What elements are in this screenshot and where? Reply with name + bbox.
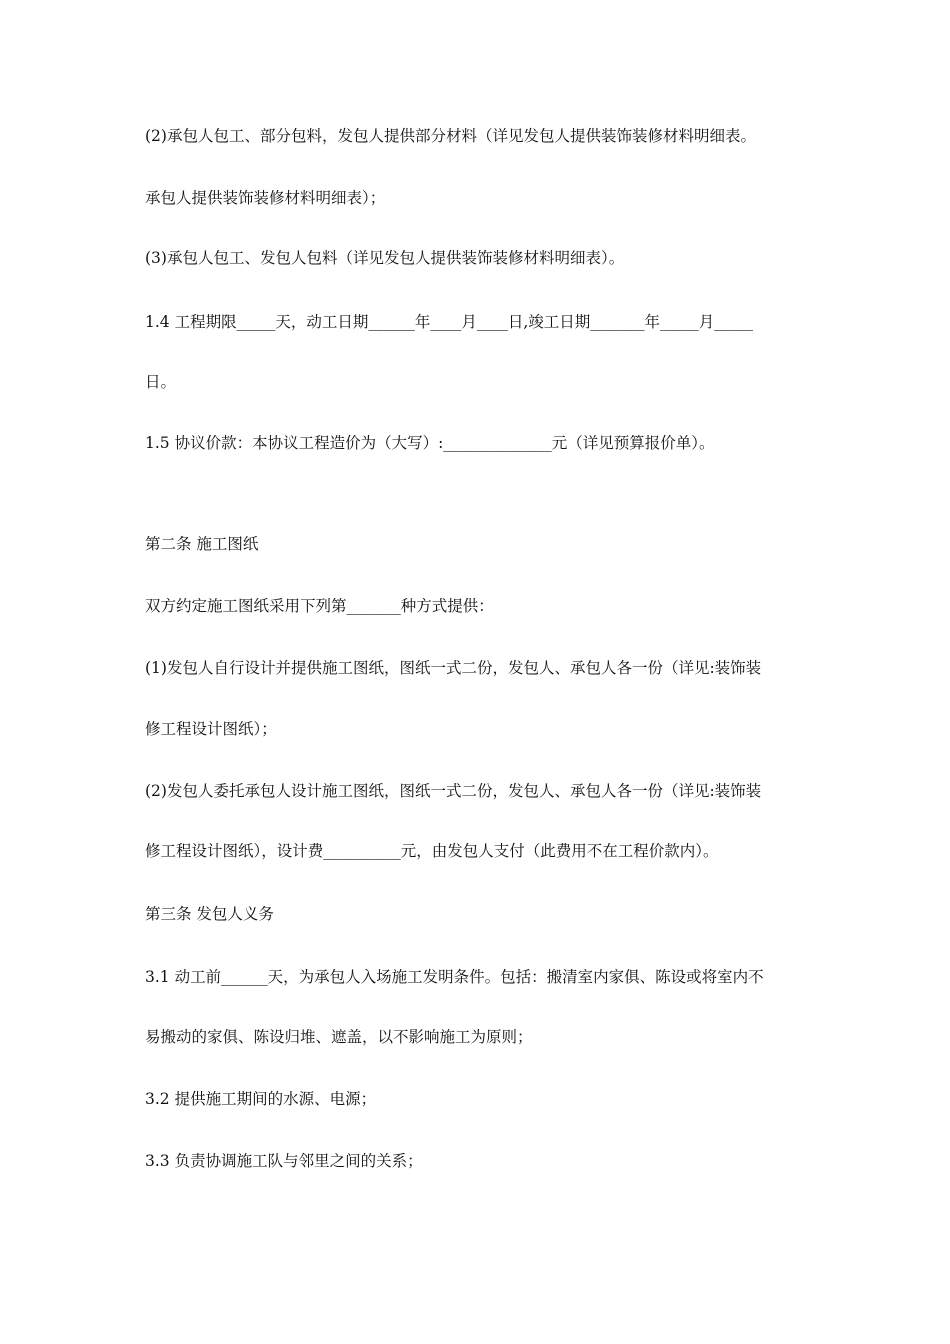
section-heading: 第二条 施工图纸 xyxy=(145,535,259,553)
paragraph-line: 双方约定施工图纸采用下列第_______种方式提供： xyxy=(145,597,494,615)
paragraph-line: (3)承包人包工、发包人包料（详见发包人提供装饰装修材料明细表）。 xyxy=(145,249,625,267)
paragraph-line: 1.5 协议价款：本协议工程造价为（大写）:______________元（详见预算报价单）。 xyxy=(145,434,715,452)
paragraph-line: 3.3 负责协调施工队与邻里之间的关系； xyxy=(145,1152,423,1170)
section-heading: 第三条 发包人义务 xyxy=(145,905,274,923)
paragraph-line: 3.1 动工前______天，为承包人入场施工发明条件。包括：搬清室内家俱、陈设或将室内不 xyxy=(145,968,764,986)
paragraph-line: 承包人提供装饰装修材料明细表）； xyxy=(145,189,386,207)
paragraph-line: (2)发包人委托承包人设计施工图纸，图纸一式二份，发包人、承包人各一份（详见:装饰装 xyxy=(145,782,762,800)
paragraph-line: 修工程设计图纸）； xyxy=(145,720,277,738)
paragraph-line: 修工程设计图纸），设计费__________元，由发包人支付（此费用不在工程价款内）。 xyxy=(145,842,719,860)
paragraph-line: 日。 xyxy=(145,373,177,391)
paragraph-line: 1.4 工程期限_____天，动工日期______年____月____日,竣工日期_______年_____月_____ xyxy=(145,313,754,331)
paragraph-line: 易搬动的家俱、陈设归堆、遮盖，以不影响施工为原则； xyxy=(145,1028,533,1046)
paragraph-line: (2)承包人包工、部分包料，发包人提供部分材料（详见发包人提供装饰装修材料明细表。 xyxy=(145,127,756,145)
paragraph-line: 3.2 提供施工期间的水源、电源； xyxy=(145,1090,377,1108)
paragraph-line: (1)发包人自行设计并提供施工图纸，图纸一式二份，发包人、承包人各一份（详见:装饰装 xyxy=(145,659,762,677)
